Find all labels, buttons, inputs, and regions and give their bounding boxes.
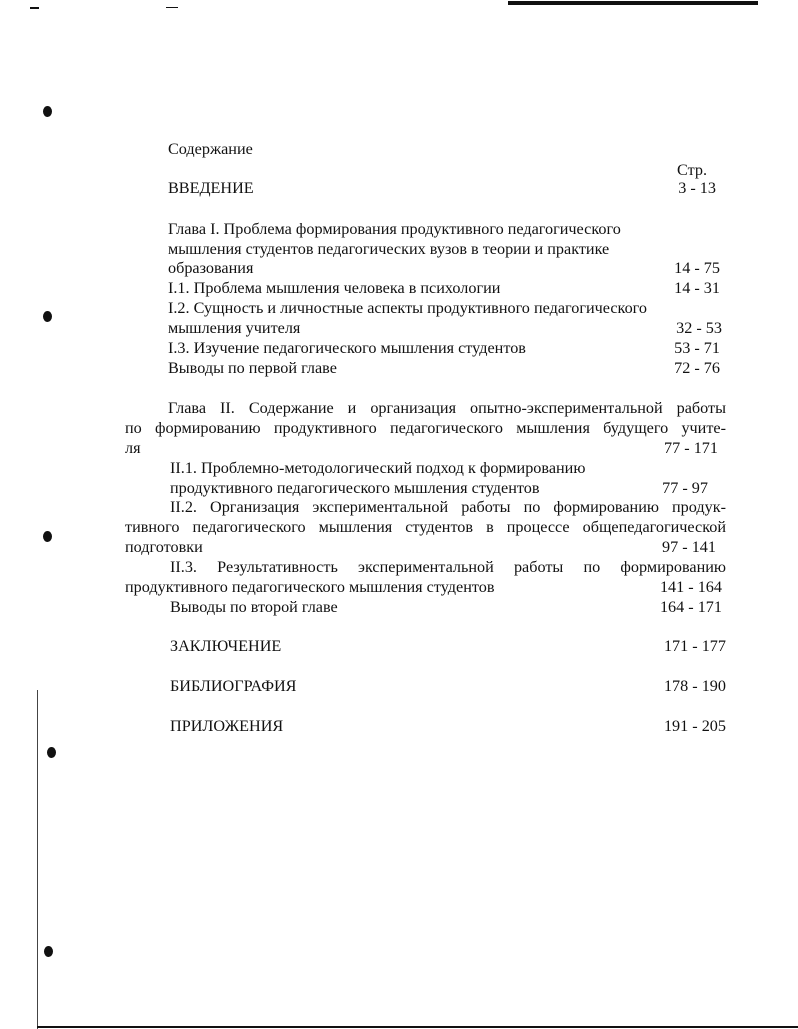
punch-hole-5 [44, 946, 53, 957]
toc-section-2-2-line1: II.2. Организация экспериментальной работы по формированию продук- [170, 498, 726, 516]
toc-chapter1-conclusions: Выводы по первой главе [168, 359, 337, 377]
toc-entry-intro: ВВЕДЕНИЕ [168, 179, 254, 197]
toc-pages-chapter2-conclusions: 164 - 171 [659, 598, 722, 616]
toc-pages-section-1-1: 14 - 31 [674, 279, 720, 297]
toc-pages-bibliography: 178 - 190 [663, 677, 726, 695]
toc-section-2-3-line1: II.3. Результативность экспериментальной работы по формированию [170, 558, 726, 576]
punch-hole-1 [43, 106, 52, 117]
toc-chapter1-line3: образования [168, 259, 254, 277]
toc-section-1-1: I.1. Проблема мышления человека в психологии [168, 279, 501, 297]
toc-entry-appendices: ПРИЛОЖЕНИЯ [170, 717, 284, 735]
toc-pages-section-2-2: 97 - 141 [662, 538, 716, 556]
toc-section-1-3: I.3. Изучение педагогического мышления студентов [168, 339, 526, 357]
punch-hole-4 [47, 747, 56, 758]
toc-section-1-2-line1: I.2. Сущность и личностные аспекты продуктивного педагогического [168, 299, 648, 317]
toc-pages-appendices: 191 - 205 [663, 717, 726, 735]
toc-chapter2-line1: Глава II. Содержание и организация опытно-экспериментальной работы [168, 399, 726, 417]
toc-pages-intro: 3 - 13 [678, 179, 716, 197]
toc-section-2-3-line2: продуктивного педагогического мышления студентов [125, 578, 495, 596]
toc-chapter2-conclusions: Выводы по второй главе [170, 598, 338, 616]
toc-section-2-1-line2: продуктивного педагогического мышления студентов [170, 479, 540, 497]
toc-pages-section-1-2: 32 - 53 [676, 319, 722, 337]
toc-pages-section-1-3: 53 - 71 [674, 339, 720, 357]
toc-entry-bibliography: БИБЛИОГРАФИЯ [170, 677, 297, 695]
toc-chapter1-line2: мышления студентов педагогических вузов в теории и практике [168, 240, 610, 258]
toc-pages-conclusion: 171 - 177 [663, 637, 726, 655]
toc-pages-chapter1: 14 - 75 [674, 259, 720, 277]
toc-pages-chapter1-conclusions: 72 - 76 [674, 359, 720, 377]
toc-chapter2-line3: ля [125, 439, 141, 457]
toc-title: Содержание [168, 140, 253, 158]
punch-hole-3 [43, 531, 52, 542]
toc-chapter2-line2: по формированию продуктивного педагогического мышления будущего учите- [125, 419, 726, 437]
toc-chapter1-line1: Глава I. Проблема формирования продуктивного педагогического [168, 220, 621, 238]
toc-section-2-2-line3: подготовки [125, 538, 203, 556]
page-column-header: Стр. [677, 161, 707, 179]
scan-mark-top-left [30, 7, 39, 9]
toc-pages-section-2-1: 77 - 97 [662, 479, 708, 497]
punch-hole-2 [43, 311, 52, 322]
toc-pages-section-2-3: 141 - 164 [659, 578, 722, 596]
toc-entry-conclusion: ЗАКЛЮЧЕНИЕ [170, 637, 282, 655]
toc-section-1-2-line2: мышления учителя [168, 319, 301, 337]
toc-section-2-1-line1: II.1. Проблемно-методологический подход к формированию [170, 459, 586, 477]
toc-pages-chapter2: 77 - 171 [664, 439, 718, 457]
scan-edge-top-right [508, 1, 758, 5]
scan-mark-top-center [166, 7, 178, 8]
toc-section-2-2-line2: тивного педагогического мышления студентов в процессе общепедагогической [125, 518, 726, 536]
scan-edge-left [37, 690, 38, 1029]
scan-edge-bottom [37, 1026, 798, 1028]
